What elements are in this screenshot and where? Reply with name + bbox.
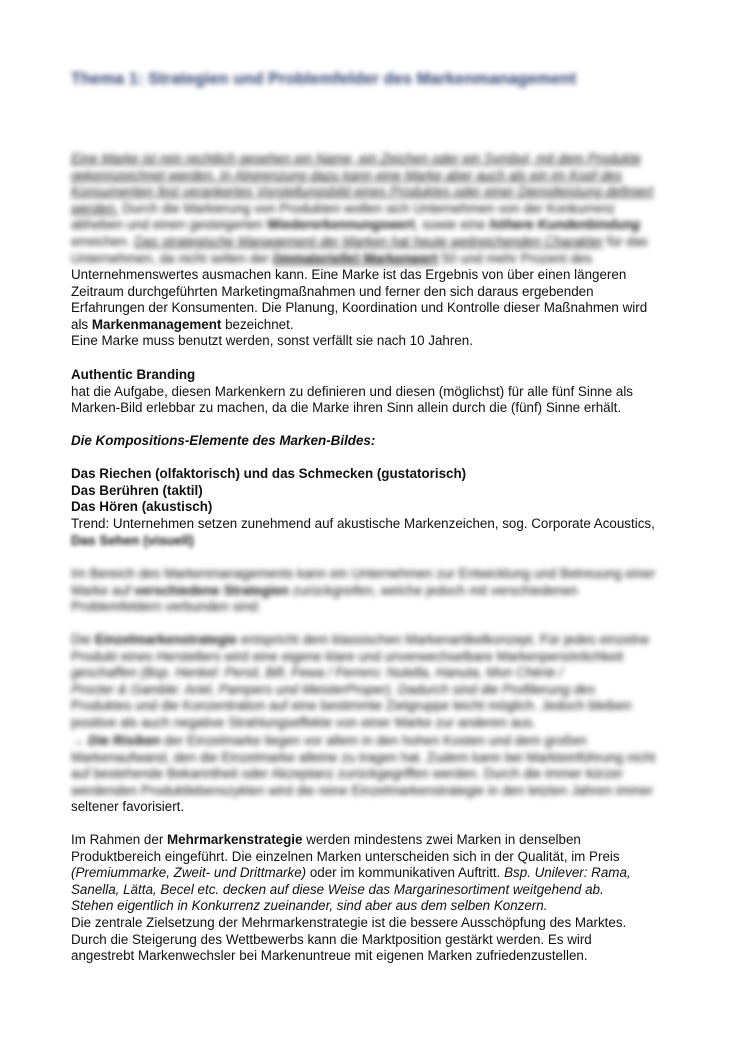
strategies-fragment: zurückgreifen, welche jedoch mit verschiedenen (289, 582, 578, 598)
einzelmarken-fragment: Die (71, 632, 95, 647)
mehrmarken-line: Die zentrale Zielsetzung der Mehrmarkenstrategie ist die bessere Ausschöpfung des Marktes. (71, 914, 627, 930)
element-item: Das Hören (akustisch) (71, 499, 213, 515)
intro-line: Zeitraum durchgeführten Marketingmaßnahmen und ferner den sich daraus ergebenden (71, 283, 594, 299)
mehrmarken-fragment: oder im kommunikativen Auftritt. (306, 865, 505, 881)
mehrmarken-fragment: Bsp. Unilever: Rama, (504, 865, 631, 881)
risiken-tail (71, 799, 681, 816)
mehrmarkenstrategie-term: Mehrmarkenstrategie (167, 832, 303, 847)
document-title: Thema 1: Strategien und Problemfelder des Markenmanagement (71, 70, 577, 88)
einzelmarken-line: geschaffen (Bsp. Henkel: Persil, Bifi, Fewa / Ferrero: Nutella, Hanuta, Mon Chérie / (71, 665, 563, 681)
einzelmarken-fragment: entspricht dem klassischen Markenartikelkonzept. Für jedes einzelne (236, 632, 650, 647)
intro-line (71, 251, 681, 268)
strategies-paragraph (71, 566, 681, 616)
einzelmarken-fragment: Einzelmarkenstrategie (94, 632, 237, 647)
intro-fragment: (immaterielle) Markenwert (272, 250, 438, 266)
element-item-blurred (71, 533, 681, 550)
strategies-line: Problemfeldern verbunden sind: (71, 599, 261, 615)
intro-fragment: abheben und einen gesteigerten (71, 217, 267, 233)
intro-line: Erfahrungen der Konsumenten. Die Planung, Koordination und Kontrolle dieser Maßnahmen wird (71, 300, 648, 316)
risiken-fragment: → (71, 733, 89, 748)
intro-paragraph-blurred (71, 151, 681, 267)
intro-fragment: Durch die Markierung von Produkten wollen sich Unternehmen von der Konkurrenz (118, 200, 616, 216)
intro-line: Eine Marke muss benutzt werden, sonst verfällt sie nach 10 Jahren. (71, 333, 473, 349)
einzelmarken-line: positive als auch negative Strahlungseffekte von einer Marke zur anderen aus. (71, 714, 536, 730)
intro-paragraph-visible (71, 267, 681, 350)
mehrmarken-line: Produktbereich eingeführt. Die einzelnen Marken unterscheiden sich in der Qualität, im Preis (71, 848, 620, 864)
branding-section (71, 367, 681, 417)
branding-line: hat die Aufgabe, diesen Markenkern zu definieren und diesen (möglichst) für alle fünf Sinne als (71, 383, 634, 399)
risiken-fragment: Die Risiken (88, 733, 161, 748)
intro-line: Eine Marke ist rein rechtlich gesehen ein Name, ein Zeichen oder ein Symbol, mit dem Produkte (71, 151, 642, 166)
mehrmarken-line (71, 832, 681, 849)
intro-fragment: Das strategische Management der Marken hat heute weitreichenden Charakter (134, 233, 604, 249)
elements-heading-block (71, 433, 681, 450)
einzelmarken-line: Produktes und die Konzentration auf eine bestimmte Zielgruppe leicht möglich. Jedoch bleiben (71, 698, 632, 714)
intro-fragment: 50 und mehr Prozent des (437, 250, 593, 266)
mehrmarken-line: Sanella, Lätta, Becel etc. decken auf diese Weise das Margarinesortiment weitgehend ab. (71, 881, 604, 897)
intro-fragment: als (71, 316, 92, 332)
einzelmarken-paragraph (71, 632, 681, 732)
element-item: Das Sehen (visuell) (71, 533, 194, 548)
intro-line: Unternehmenswertes ausmachen kann. Eine Marke ist das Ergebnis von über einen längeren (71, 267, 627, 282)
intro-line: gekennzeichnet werden. In Abgrenzung dazu kann eine Marke aber auch als ein im Kopf des (71, 167, 623, 183)
mehrmarken-line: Durch die Steigerung des Wettbewerbs kann die Marktposition gestärkt werden. Es wird (71, 931, 592, 947)
einzelmarken-line (71, 632, 681, 649)
risiken-paragraph (71, 733, 681, 799)
strategies-fragment: verschiedene Strategien (134, 582, 290, 598)
mehrmarken-fragment: werden mindestens zwei Marken in denselben (302, 832, 581, 847)
einzelmarken-line: Produkt eines Herstellers wird eine eigene klare und unverwechselbare Markenpersönlichkeit (71, 648, 624, 664)
mehrmarken-line: Stehen eigentlich in Konkurrenz zueinander, sind aber aus dem selben Konzern. (71, 898, 548, 914)
intro-fragment: erreichen. (71, 233, 135, 249)
strategies-fragment: Marke auf (71, 582, 135, 598)
strategies-line: Im Bereich des Markenmanagements kann ein Unternehmen zur Entwicklung und Betreuung einer (71, 566, 656, 581)
mehrmarken-fragment: (Premiummarke, Zweit- und Drittmarke) (71, 865, 307, 881)
mehrmarken-line: angestrebt Markenwechsler bei Markenuntreue mit eigenen Marken zufriedenzustellen. (71, 948, 588, 964)
intro-fragment: für das (603, 233, 648, 249)
strategies-line (71, 583, 681, 600)
risiken-line (71, 733, 681, 750)
branding-line: Marken-Bild erlebbar zu machen, da die Marke ihren Sinn allein durch die (fünf) Sinne erhält. (71, 400, 622, 416)
risiken-line: werdenden Produktlebenszyklen wird die reine Einzelmarkenstrategie in den letzten Jahren immer (71, 782, 654, 798)
intro-line (71, 201, 681, 218)
intro-fragment: höhere Kundenbindung (489, 217, 641, 233)
elements-list (71, 466, 681, 532)
trend-line: Trend: Unternehmen setzen zunehmend auf akustische Markenzeichen, sog. Corporate Acoustics, (71, 515, 655, 531)
intro-line (71, 234, 681, 251)
mehrmarken-line (71, 865, 681, 882)
element-item: Das Berühren (taktil) (71, 482, 203, 498)
intro-fragment: Wiedererkennungswert (266, 217, 415, 233)
mehrmarken-fragment: Im Rahmen der (71, 832, 168, 847)
intro-line: Konsumenten fest verankertes Vorstellungsbild eines Produktes oder einer Dienstleistung definiert (71, 184, 654, 200)
risiken-line: Markenaufwand, den die Einzelmarke alleine zu tragen hat. Zudem kann bei Markteinführung nicht (71, 749, 656, 765)
intro-line (71, 217, 681, 234)
branding-heading: Authentic Branding (71, 367, 196, 382)
einzelmarken-line: Procter & Gamble: Ariel, Pampers und MeisterProper). Dadurch sind die Profilierung des (71, 681, 596, 697)
risiken-line: auf bestehende Bekanntheit oder Akzeptanz zurückgegriffen werden. Durch die immer kürzer (71, 766, 624, 782)
intro-fragment: bezeichnet. (221, 316, 294, 332)
intro-fragment: Unternehmen, da nicht selten der (71, 250, 273, 266)
elements-heading: Die Kompositions-Elemente des Marken-Bildes: (71, 433, 376, 448)
markenmanagement-term: Markenmanagement (91, 316, 222, 332)
intro-fragment: werden. (71, 200, 119, 216)
risiken-fragment: der Einzelmarke liegen vor allem in den hohen Kosten und dem großen (160, 733, 587, 748)
element-item: Das Riechen (olfaktorisch) und das Schmecken (gustatorisch) (71, 466, 467, 481)
mehrmarken-paragraph (71, 832, 681, 965)
risiken-line: seltener favorisiert. (71, 799, 185, 814)
intro-fragment: , sowie eine (414, 217, 490, 233)
intro-line (71, 317, 681, 334)
